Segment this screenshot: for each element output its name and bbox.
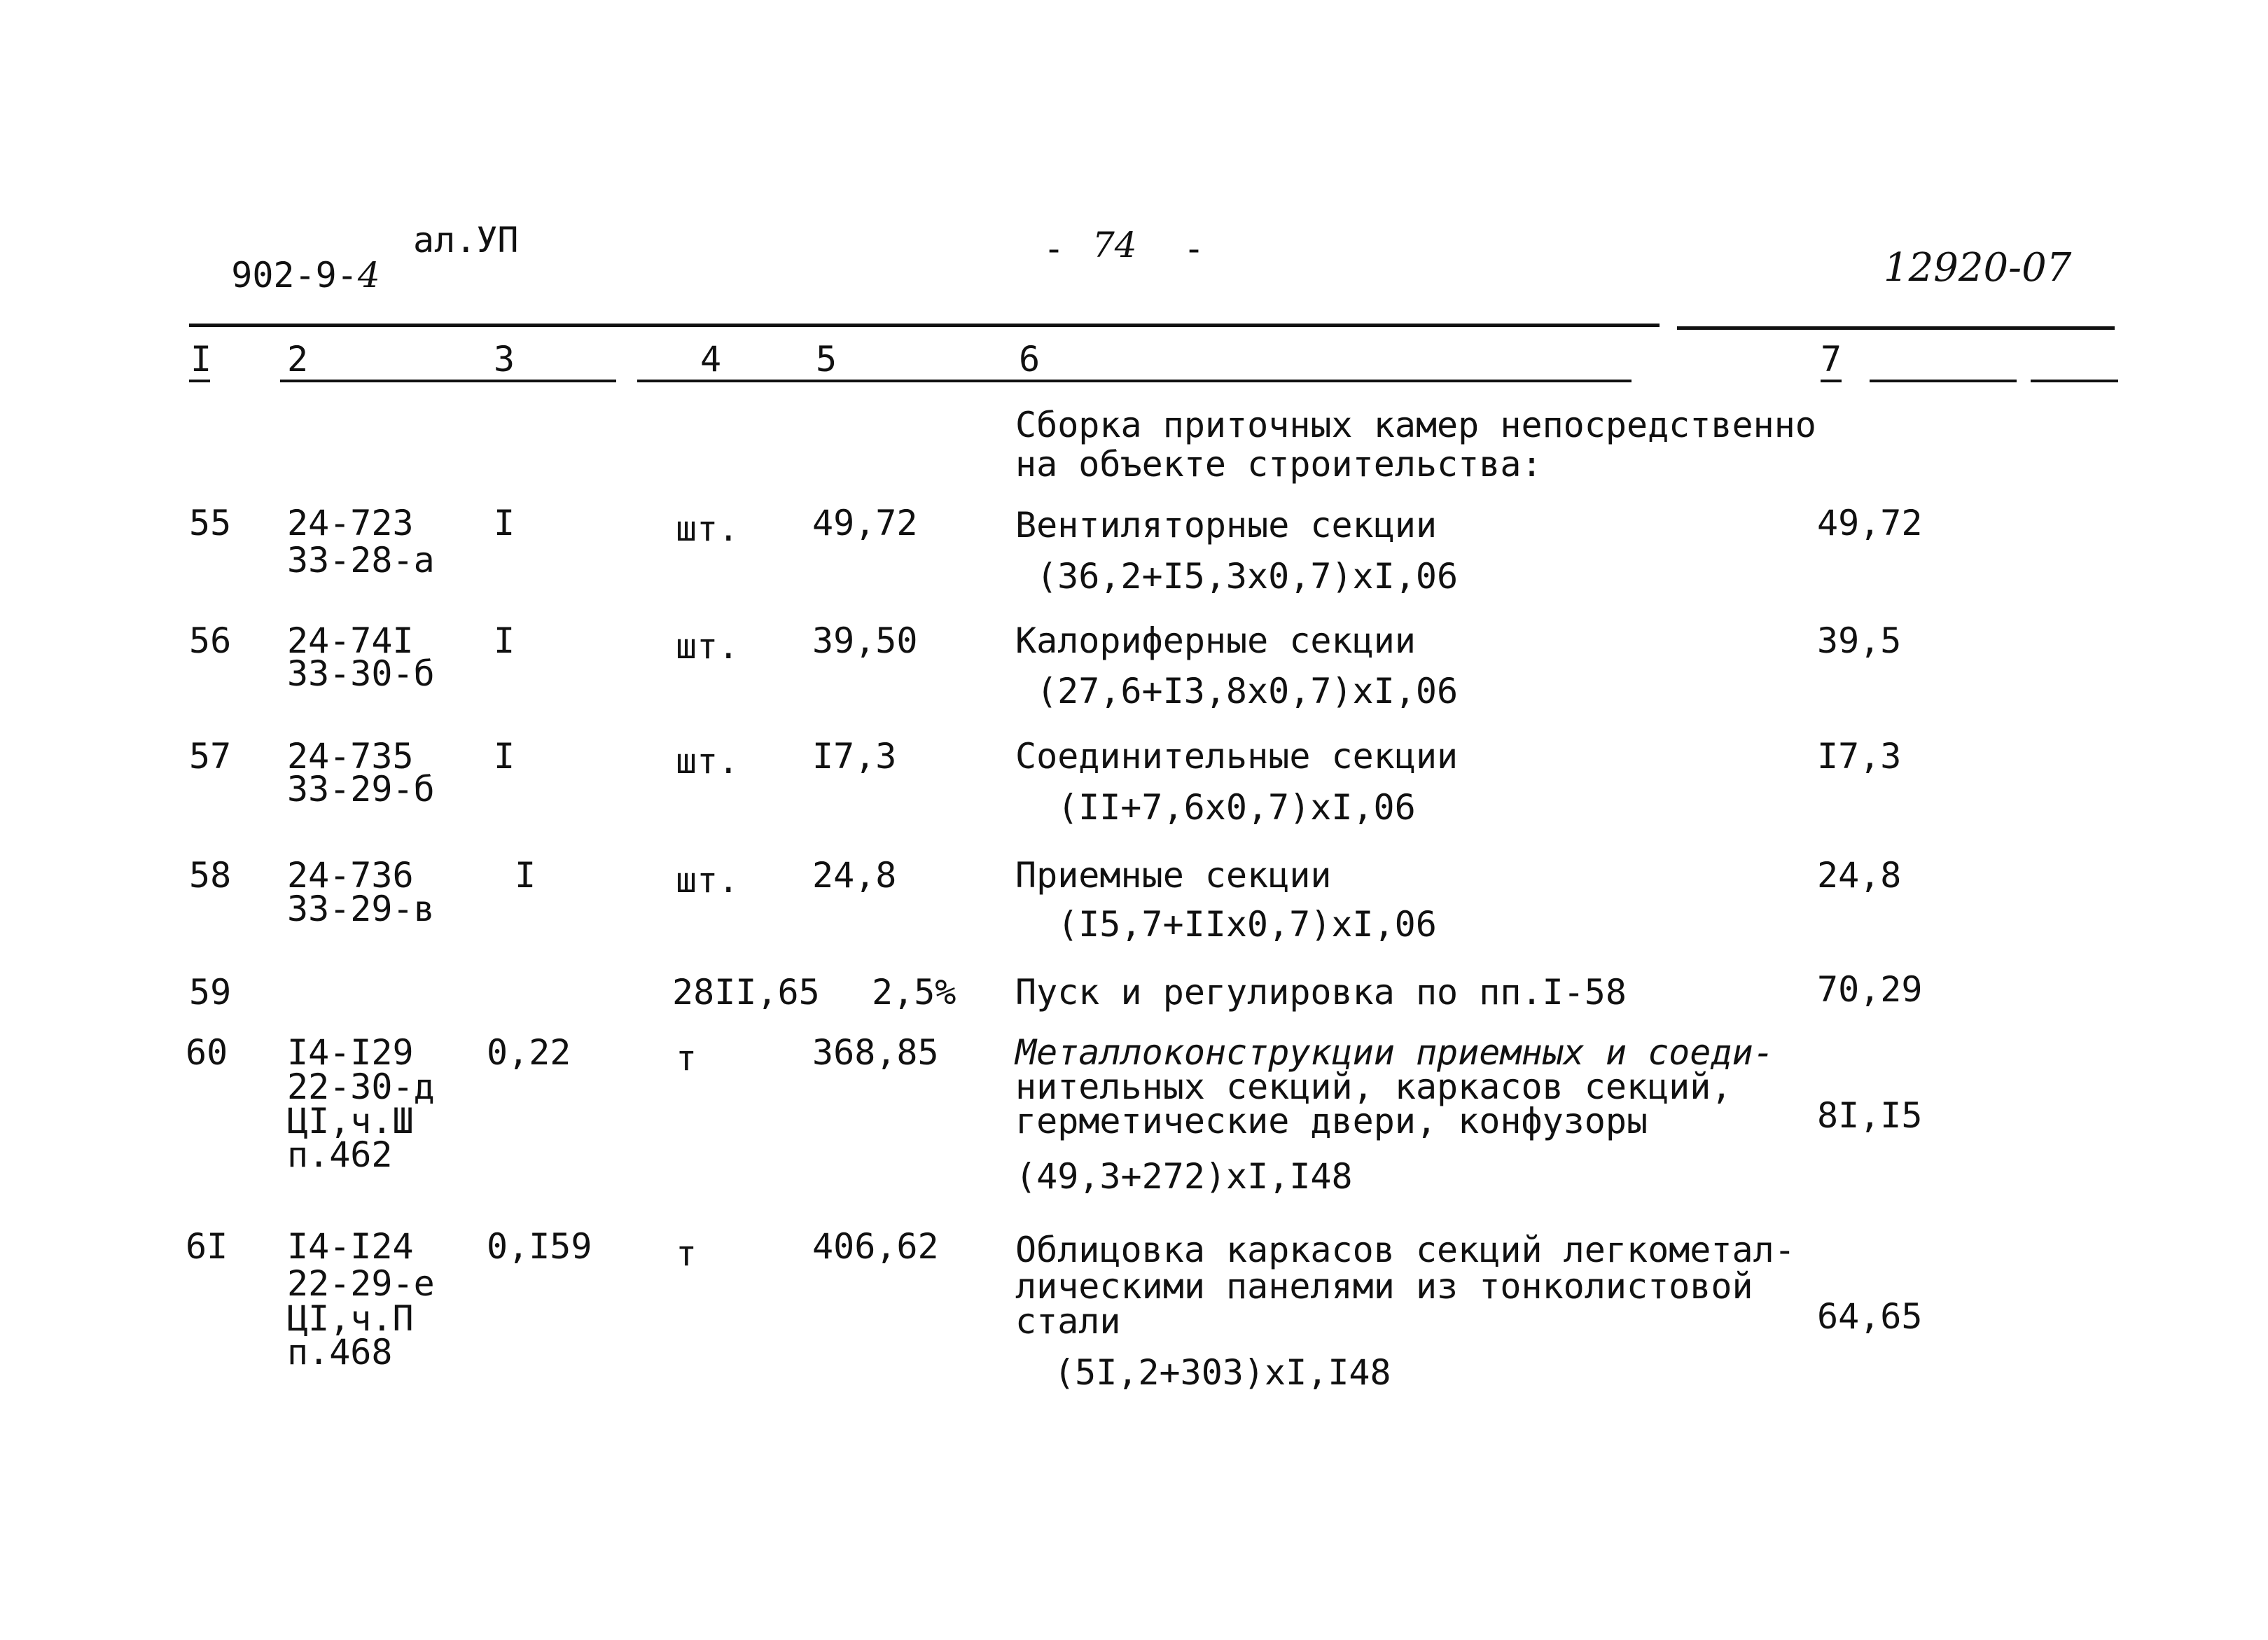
row-description-line: Металлоконструкции приемных и соеди- (1015, 1032, 1774, 1073)
album-label: ал.УП (413, 220, 519, 260)
row-number: 57 (189, 736, 232, 777)
row-number: 55 (189, 503, 232, 543)
row-quantity: I (515, 855, 536, 896)
col-header-4: 4 (700, 339, 722, 380)
row-code-line: 22-29-е (287, 1263, 435, 1304)
col-header-3: 3 (494, 339, 515, 380)
row-unit: т (676, 1233, 697, 1274)
doc-code-printed: 902-9- (231, 255, 358, 296)
section-title-line-2: на объекте строительства: (1015, 444, 1543, 485)
row-quantity: I (494, 620, 515, 661)
row-quantity: I (494, 736, 515, 777)
doc-code (189, 223, 380, 296)
row-code-line: 33-29-в (287, 889, 435, 929)
top-rule-right (1677, 326, 2115, 330)
row-number: 58 (189, 855, 232, 896)
row-unit: шт. (676, 626, 739, 667)
row-price: 368,85 (812, 1032, 939, 1073)
col-header-6: 6 (1019, 339, 1041, 380)
row-code-line: 24-723 (287, 503, 414, 543)
row-formula: (5I,2+303)хI,I48 (1054, 1352, 1391, 1393)
row-code-line: 33-30-б (287, 653, 435, 694)
row-number: 60 (186, 1032, 228, 1073)
row-description-line: Вентиляторные секции (1015, 505, 1438, 545)
archive-number: 12920-07 (1884, 245, 2072, 291)
row-description-line: Калориферные секции (1015, 620, 1416, 661)
row-code-line: п.468 (287, 1332, 393, 1373)
row-code-line: I4-I29 (287, 1032, 414, 1073)
row-description-line: стали (1015, 1301, 1121, 1342)
row-base-amount: 28II,65 (672, 972, 820, 1013)
row-formula: (36,2+I5,3х0,7)хI,06 (1036, 556, 1459, 597)
row-total: 39,5 (1817, 620, 1902, 661)
row-price: 406,62 (812, 1226, 939, 1267)
row-description-line: Пуск и регулировка по пп.I-58 (1015, 972, 1627, 1013)
page-number: 74 (1092, 225, 1137, 265)
row-unit: шт. (676, 860, 739, 901)
row-formula: (49,3+272)хI,I48 (1015, 1156, 1353, 1197)
row-price: I7,3 (812, 736, 897, 777)
header-rule-4 (1821, 380, 1842, 382)
row-description-line: лическими панелями из тонколистовой (1015, 1266, 1753, 1307)
row-code-line: ЦI,ч.П (287, 1298, 414, 1339)
row-description-line: герметические двери, конфузоры (1015, 1101, 1648, 1141)
section-title-line-1: Сборка приточных камер непосредственно (1015, 405, 1816, 445)
row-quantity: 0,I59 (487, 1226, 592, 1267)
row-formula: (I5,7+IIх0,7)хI,06 (1057, 904, 1437, 945)
row-formula: (II+7,6х0,7)хI,06 (1057, 787, 1416, 828)
header-rule-3 (637, 380, 1632, 382)
row-code-line: ЦI,ч.Ш (287, 1101, 414, 1141)
col-header-5: 5 (816, 339, 837, 380)
row-number: 6I (186, 1226, 228, 1267)
page-dash-left: - (1043, 228, 1065, 269)
row-total: 24,8 (1817, 855, 1902, 896)
row-price: 24,8 (812, 855, 897, 896)
header-rule-6 (2031, 380, 2118, 382)
row-code-line: 22-30-д (287, 1066, 435, 1107)
row-total: 49,72 (1817, 503, 1923, 543)
row-code-line: I4-I24 (287, 1226, 414, 1267)
row-formula: (27,6+I3,8х0,7)хI,06 (1036, 671, 1459, 711)
row-total: I7,3 (1817, 736, 1902, 777)
row-description-line: Облицовка каркасов секций легкометал- (1015, 1230, 1795, 1270)
row-total: 8I,I5 (1817, 1095, 1923, 1136)
row-code-line: 24-735 (287, 736, 414, 777)
row-number: 59 (189, 972, 232, 1013)
row-quantity: 0,22 (487, 1032, 571, 1073)
row-total: 64,65 (1817, 1296, 1923, 1337)
row-description-line: Приемные секции (1015, 855, 1332, 896)
row-code-line: 33-29-б (287, 769, 435, 809)
row-description-line: нительных секций, каркасов секций, (1015, 1066, 1732, 1107)
row-quantity: I (494, 503, 515, 543)
row-code-line: 33-28-а (287, 540, 435, 581)
col-header-2: 2 (287, 339, 309, 380)
row-total: 70,29 (1817, 969, 1923, 1010)
top-rule-left (189, 324, 1660, 327)
row-code-line: п.462 (287, 1134, 393, 1175)
row-price: 49,72 (812, 503, 918, 543)
row-description-line: Соединительные секции (1015, 736, 1459, 777)
page-dash-right: - (1183, 228, 1205, 269)
header-rule-2 (280, 380, 616, 382)
row-unit: т (676, 1038, 697, 1078)
row-unit: шт. (676, 508, 739, 549)
col-header-7: 7 (1821, 339, 1842, 380)
row-percent: 2,5% (872, 972, 956, 1013)
row-code-line: 24-736 (287, 855, 414, 896)
col-header-1: I (190, 339, 212, 380)
row-number: 56 (189, 620, 232, 661)
row-unit: шт. (676, 741, 739, 781)
header-rule-5 (1870, 380, 2017, 382)
doc-code-handwritten: 4 (357, 255, 380, 296)
row-price: 39,50 (812, 620, 918, 661)
row-code-line: 24-74I (287, 620, 414, 661)
header-rule-1 (189, 380, 210, 382)
